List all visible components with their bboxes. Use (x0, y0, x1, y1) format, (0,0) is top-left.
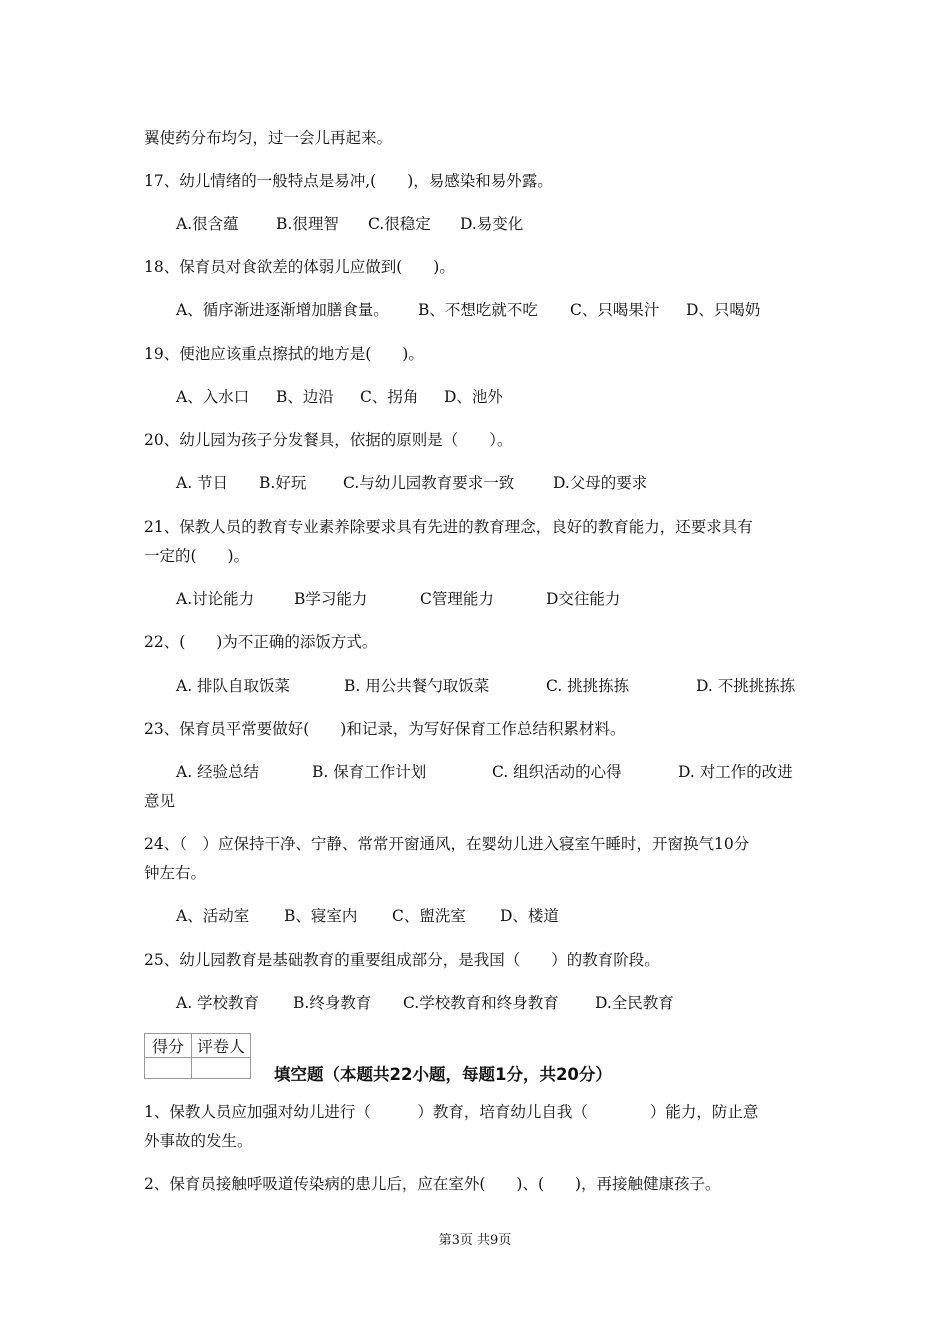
options-19 (176, 387, 503, 407)
question-24: 24、（ ）应保持干净、宁静、常常开窗通风，在婴幼儿进入寝室午睡时，开窗换气10分 (144, 835, 750, 853)
question-23: 23、保育员平常要做好( )和记录，为写好保育工作总结积累材料。 (144, 720, 626, 738)
question-20: 20、幼儿园为孩子分发餐具，依据的原则是（ ）。 (144, 431, 513, 449)
option: D、楼道 (500, 907, 559, 925)
option: C管理能力 (420, 590, 494, 608)
option: D交往能力 (546, 590, 621, 608)
options-18 (176, 300, 760, 320)
question-18: 18、保育员对食欲差的体弱儿应做到( )。 (144, 258, 455, 276)
fill-question-1-cont: 外事故的发生。 (144, 1132, 253, 1150)
option: D. 不挑挑拣拣 (696, 677, 796, 695)
option: B.很理智 (276, 215, 339, 233)
option: B.好玩 (259, 474, 307, 492)
reviewer-header: 评卷人 (192, 1034, 251, 1058)
score-cell[interactable] (145, 1058, 192, 1079)
option: A.很含蕴 (176, 215, 239, 233)
option: B. 保育工作计划 (312, 763, 427, 781)
option: C.与幼儿园教育要求一致 (343, 474, 515, 492)
question-21-cont: 一定的( )。 (144, 547, 250, 565)
fill-question-1: 1、保教人员应加强对幼儿进行（ ）教育，培育幼儿自我（ ）能力，防止意 (144, 1103, 759, 1121)
option: D.父母的要求 (553, 474, 648, 492)
options-17 (176, 214, 523, 234)
option: B学习能力 (294, 590, 368, 608)
option: C. 挑挑拣拣 (546, 677, 630, 695)
option: B、寝室内 (284, 907, 358, 925)
option: C、盥洗室 (392, 907, 466, 925)
option: C.很稳定 (368, 215, 431, 233)
section-title: 填空题（本题共22小题，每题1分，共20分） (274, 1065, 612, 1084)
option: A、入水口 (176, 388, 250, 406)
option: B.终身教育 (293, 994, 372, 1012)
score-table (144, 1033, 251, 1079)
question-23-cont: 意见 (144, 792, 176, 810)
options-21 (176, 589, 620, 609)
option: D.易变化 (460, 215, 524, 233)
option: A. 排队自取饭菜 (176, 677, 291, 695)
question-22: 22、( )为不正确的添饭方式。 (144, 633, 378, 651)
question-17: 17、幼儿情绪的一般特点是易冲,( )，易感染和易外露。 (144, 172, 553, 190)
text-line: 翼使药分布均匀，过一会儿再起来。 (144, 129, 393, 147)
question-19: 19、便池应该重点擦拭的地方是( )。 (144, 345, 424, 363)
option: D、只喝奶 (686, 301, 761, 319)
option: D. 对工作的改进 (678, 763, 793, 781)
option: D.全民教育 (595, 994, 674, 1012)
option: C、只喝果汁 (570, 301, 660, 319)
option: B. 用公共餐勺取饭菜 (344, 677, 490, 695)
option: A、循序渐进逐渐增加膳食量。 (176, 301, 389, 319)
option: A.讨论能力 (176, 590, 255, 608)
reviewer-cell[interactable] (192, 1058, 251, 1079)
question-21: 21、保教人员的教育专业素养除要求具有先进的教育理念，良好的教育能力，还要求具有 (144, 518, 753, 536)
options-25 (176, 993, 674, 1013)
options-23 (176, 762, 793, 782)
option: B、边沿 (276, 388, 334, 406)
options-24 (176, 906, 559, 926)
fill-question-2: 2、保育员接触呼吸道传染病的患儿后，应在室外( )、( )，再接触健康孩子。 (144, 1175, 721, 1193)
page-footer: 第3页 共9页 (438, 1233, 512, 1248)
options-22 (176, 676, 795, 696)
option: A. 学校教育 (176, 994, 260, 1012)
option: B、不想吃就不吃 (418, 301, 538, 319)
option: A. 节日 (176, 474, 229, 492)
options-20 (176, 473, 647, 493)
score-header: 得分 (145, 1034, 192, 1058)
option: A、活动室 (176, 907, 250, 925)
option: A. 经验总结 (176, 763, 260, 781)
question-24-cont: 钟左右。 (144, 864, 207, 882)
option: C、拐角 (360, 388, 419, 406)
option: C.学校教育和终身教育 (403, 994, 559, 1012)
option: C. 组织活动的心得 (492, 763, 622, 781)
question-25: 25、幼儿园教育是基础教育的重要组成部分，是我国（ ）的教育阶段。 (144, 951, 660, 969)
option: D、池外 (444, 388, 503, 406)
